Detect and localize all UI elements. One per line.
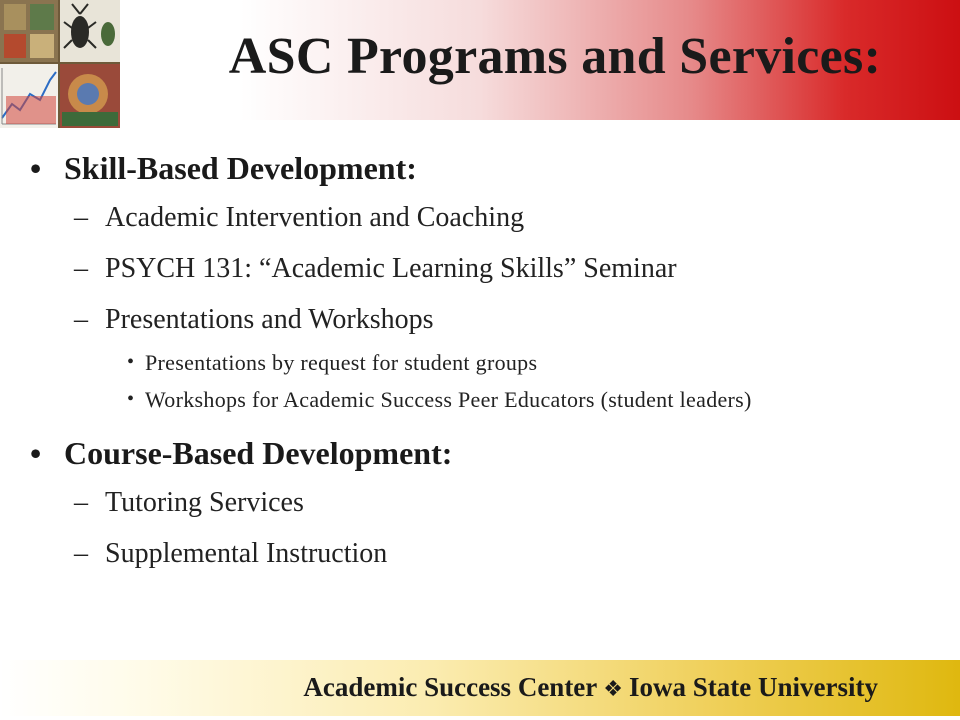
sub-item-workshops-peer-educators bbox=[30, 386, 910, 413]
dash-glyph: – bbox=[74, 202, 88, 233]
sub-item-text: Presentations by request for student groups bbox=[145, 350, 538, 375]
list-item-tutoring-services bbox=[30, 486, 910, 520]
diamond-separator-icon: ❖ bbox=[603, 677, 624, 702]
list-item-text: Supplemental Instruction bbox=[105, 538, 388, 569]
section-heading-text: Skill-Based Development: bbox=[64, 150, 417, 186]
list-item-text: PSYCH 131: “Academic Learning Skills” Seminar bbox=[105, 253, 677, 284]
dash-glyph: – bbox=[74, 304, 88, 335]
bullet-glyph: • bbox=[127, 351, 135, 373]
footer-center-name: Academic Success Center bbox=[303, 672, 598, 702]
dash-glyph: – bbox=[74, 538, 88, 569]
list-item-psych-131 bbox=[30, 252, 910, 286]
footer bbox=[303, 672, 878, 703]
dash-glyph: – bbox=[74, 487, 88, 518]
list-item-supplemental-instruction bbox=[30, 537, 910, 571]
bullet-glyph: • bbox=[127, 388, 135, 410]
list-item-presentations-workshops bbox=[30, 303, 910, 337]
list-item-text: Academic Intervention and Coaching bbox=[105, 202, 525, 233]
bullet-glyph: • bbox=[30, 435, 42, 471]
list-item-text: Presentations and Workshops bbox=[105, 304, 434, 335]
bullet-glyph: • bbox=[30, 150, 42, 186]
section-heading-skill-based bbox=[30, 148, 910, 188]
slide-title: ASC Programs and Services: bbox=[228, 28, 882, 85]
sub-item-text: Workshops for Academic Success Peer Educators (student leaders) bbox=[145, 387, 752, 412]
dash-glyph: – bbox=[74, 253, 88, 284]
footer-university-name: Iowa State University bbox=[629, 672, 878, 702]
slide-content bbox=[30, 148, 910, 571]
section-heading-course-based bbox=[30, 433, 910, 473]
section-heading-text: Course-Based Development: bbox=[64, 435, 453, 471]
sub-item-presentations-by-request bbox=[30, 349, 910, 376]
list-item-text: Tutoring Services bbox=[105, 487, 304, 518]
list-item-academic-intervention bbox=[30, 201, 910, 235]
